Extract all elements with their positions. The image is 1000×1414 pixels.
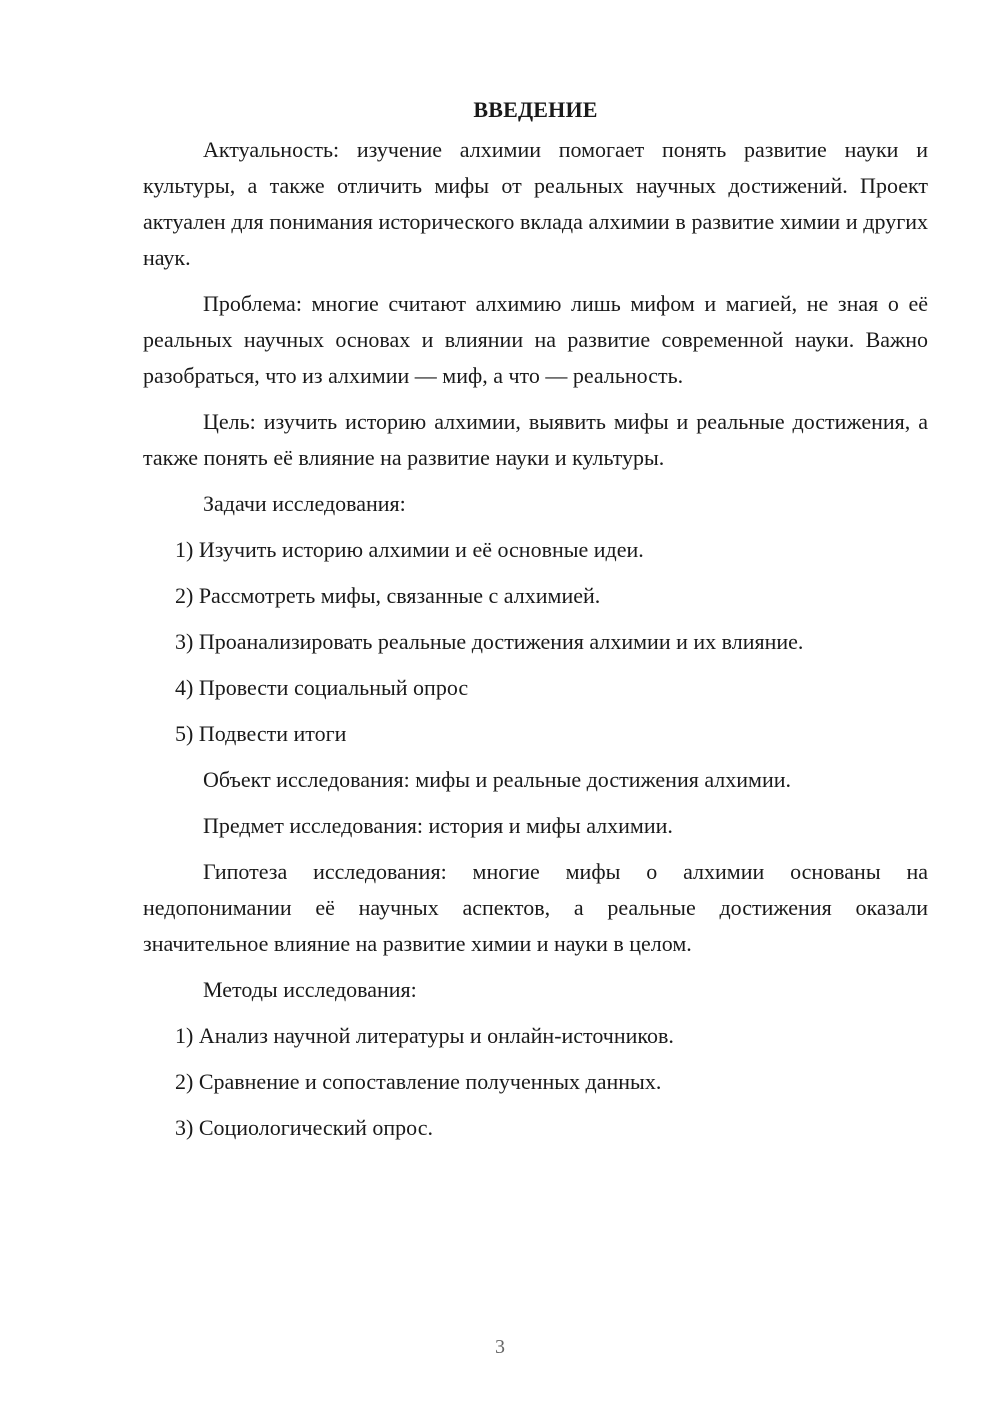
hypothesis-paragraph: Гипотеза исследования: многие мифы о алхимии основаны на недопонимании её научных аспектов, а реальные достижения оказали значительное влияние на развитие химии и науки в целом. (143, 859, 928, 956)
page-number: 3 (495, 1336, 505, 1358)
document-page (143, 92, 928, 1156)
tasks-heading: Задачи исследования: (203, 491, 406, 516)
page-title: ВВЕДЕНИЕ (473, 97, 598, 122)
goal-paragraph: Цель: изучить историю алхимии, выявить мифы и реальные достижения, а также понять её влияние на развитие науки и культуры. (143, 409, 928, 470)
task-item-1: 1) Изучить историю алхимии и её основные идеи. (175, 537, 644, 562)
object-paragraph: Объект исследования: мифы и реальные достижения алхимии. (203, 767, 792, 792)
subject-paragraph: Предмет исследования: история и мифы алхимии. (203, 813, 673, 838)
methods-heading: Методы исследования: (203, 977, 417, 1002)
task-item-2: 2) Рассмотреть мифы, связанные с алхимией. (175, 583, 601, 608)
method-item-1: 1) Анализ научной литературы и онлайн-источников. (175, 1023, 674, 1048)
method-item-3: 3) Социологический опрос. (175, 1115, 433, 1140)
task-item-3: 3) Проанализировать реальные достижения алхимии и их влияние. (175, 629, 804, 654)
task-item-5: 5) Подвести итоги (175, 721, 347, 746)
task-item-4: 4) Провести социальный опрос (175, 675, 469, 700)
problem-paragraph: Проблема: многие считают алхимию лишь мифом и магией, не зная о её реальных научных основах и влиянии на развитие современной науки. Важно разобраться, что из алхимии — миф, а что — реальность. (143, 291, 928, 388)
method-item-2: 2) Сравнение и сопоставление полученных данных. (175, 1069, 662, 1094)
relevance-paragraph: Актуальность: изучение алхимии помогает понять развитие науки и культуры, а также отличить мифы от реальных научных достижений. Проект актуален для понимания исторического вклада алхимии в развитие химии и других наук. (143, 137, 928, 270)
